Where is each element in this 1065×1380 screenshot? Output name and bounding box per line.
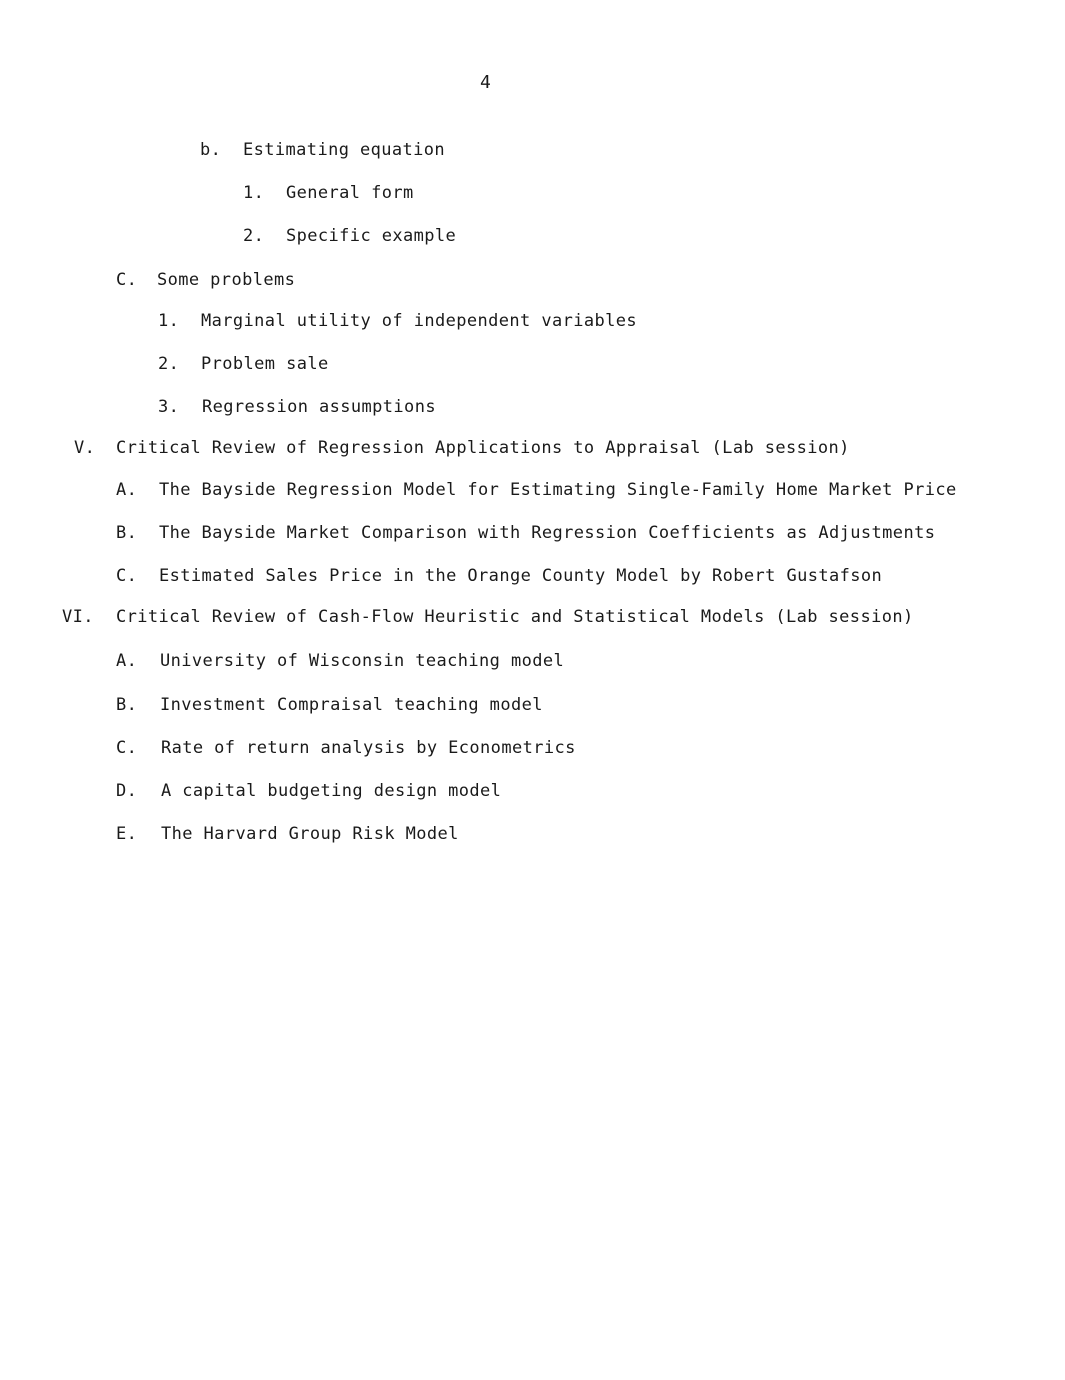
outline-text: Specific example: [286, 226, 457, 246]
outline-marker: D.: [116, 781, 138, 801]
outline-marker: V.: [74, 438, 96, 458]
outline-marker: C.: [116, 738, 138, 758]
outline-marker: 3.: [158, 397, 180, 417]
outline-text: The Bayside Regression Model for Estimating Single-Family Home Market Price: [159, 480, 957, 500]
outline-marker: VI.: [62, 607, 94, 627]
outline-text: Estimated Sales Price in the Orange County Model by Robert Gustafson: [159, 566, 883, 586]
outline-text: Rate of return analysis by Econometrics: [161, 738, 576, 758]
outline-text: Regression assumptions: [202, 397, 436, 417]
outline-text: Some problems: [157, 270, 296, 290]
outline-marker: b.: [200, 140, 222, 160]
outline-marker: 1.: [243, 183, 265, 203]
outline-text: Estimating equation: [243, 140, 446, 160]
outline-text: The Bayside Market Comparison with Regression Coefficients as Adjustments: [159, 523, 936, 543]
outline-text: University of Wisconsin teaching model: [160, 651, 565, 671]
outline-marker: B.: [116, 695, 138, 715]
outline-text: Critical Review of Regression Applications to Appraisal (Lab session): [116, 438, 850, 458]
outline-marker: C.: [116, 270, 138, 290]
outline-text: A capital budgeting design model: [161, 781, 502, 801]
outline-text: General form: [286, 183, 414, 203]
outline-marker: A.: [116, 651, 138, 671]
outline-marker: B.: [116, 523, 138, 543]
outline-text: The Harvard Group Risk Model: [161, 824, 459, 844]
outline-marker: 1.: [158, 311, 180, 331]
outline-text: Marginal utility of independent variables: [201, 311, 638, 331]
outline-marker: 2.: [243, 226, 265, 246]
outline-marker: C.: [116, 566, 138, 586]
outline-text: Problem sale: [201, 354, 329, 374]
outline-text: Investment Compraisal teaching model: [160, 695, 543, 715]
outline-marker: 2.: [158, 354, 180, 374]
outline-marker: E.: [116, 824, 138, 844]
outline-marker: A.: [116, 480, 138, 500]
outline-text: Critical Review of Cash-Flow Heuristic and Statistical Models (Lab session): [116, 607, 914, 627]
page-number: 4: [480, 72, 492, 93]
